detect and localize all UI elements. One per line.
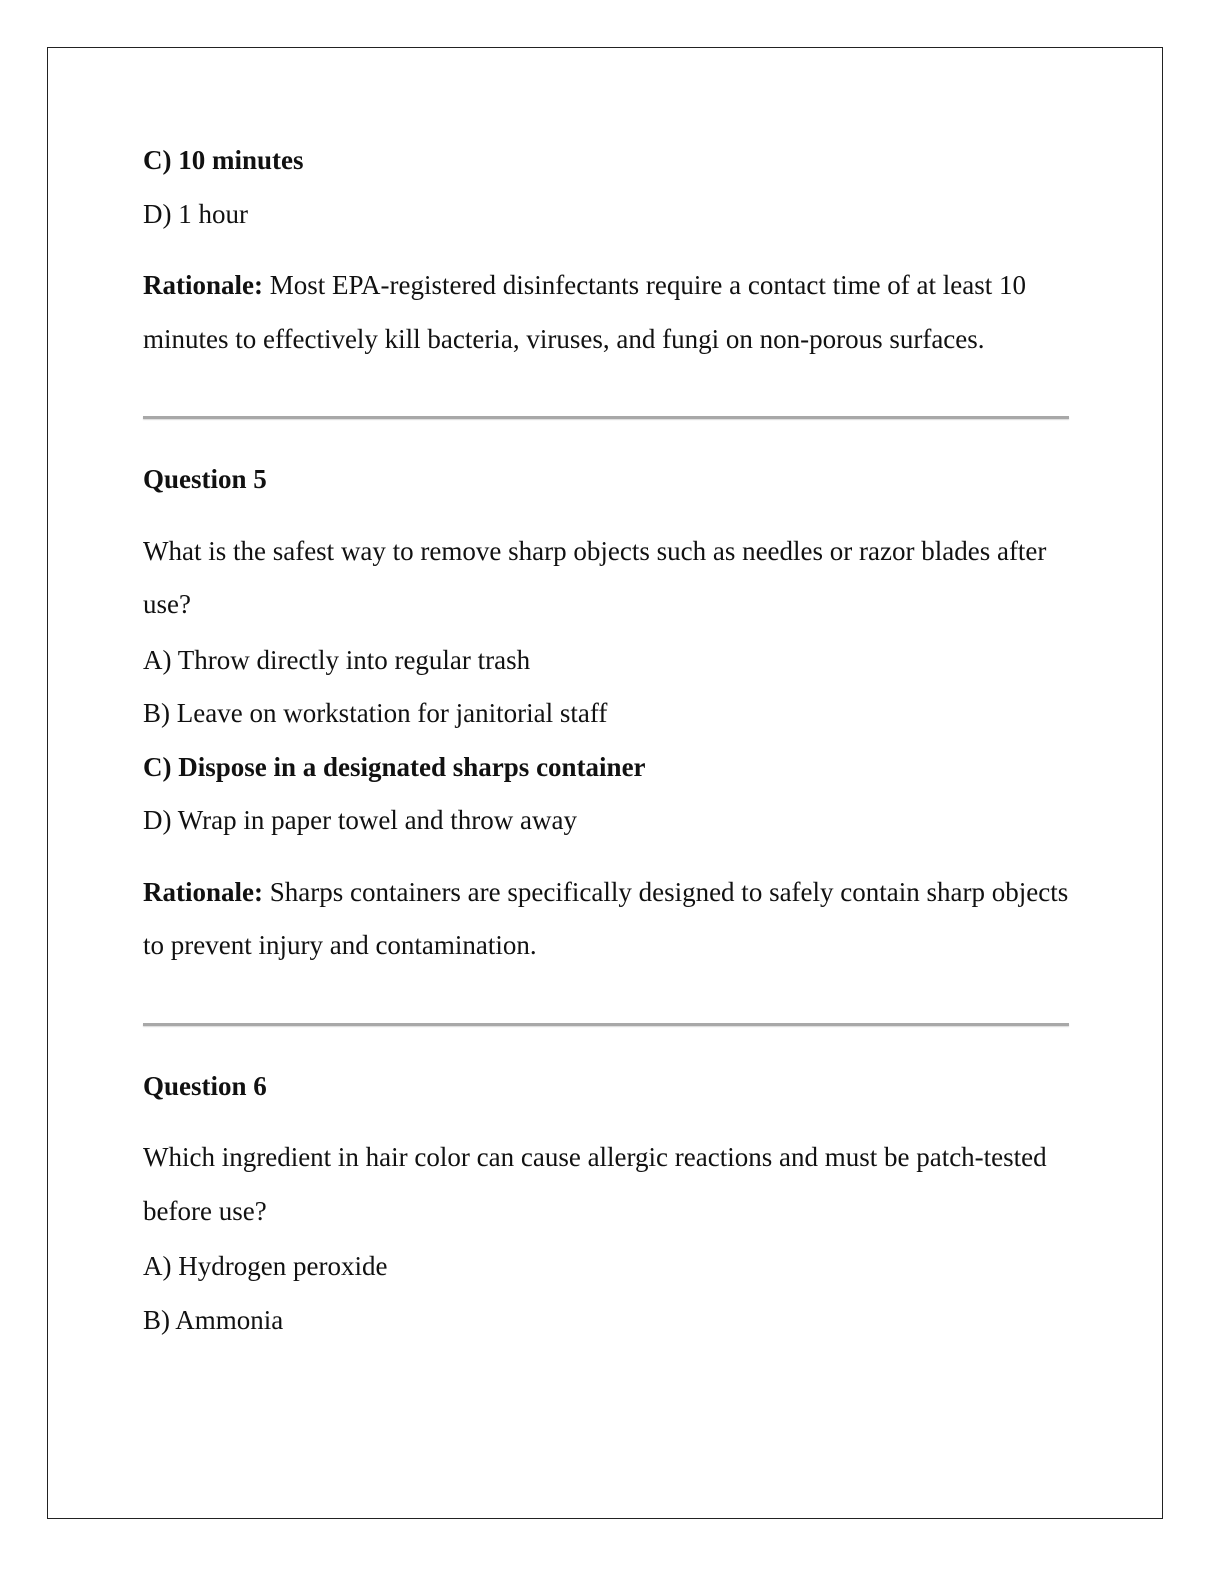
document-content <box>143 140 1073 1353</box>
q4-option-d: D) 1 hour <box>143 198 248 229</box>
q4-option-c-correct: C) 10 minutes <box>143 145 304 175</box>
q5-option-b: B) Leave on workstation for janitorial staff <box>143 698 608 728</box>
q5-rationale <box>143 866 1073 973</box>
rationale-label: Rationale: <box>143 876 263 907</box>
q5-option-d: D) Wrap in paper towel and throw away <box>143 805 578 835</box>
q6-option-b: B) Ammonia <box>143 1304 284 1335</box>
q5-option-a: A) Throw directly into regular trash <box>143 644 531 675</box>
rationale-label: Rationale: <box>143 270 263 300</box>
question-5-heading: Question 5 <box>143 464 267 494</box>
q5-option-c-correct: C) Dispose in a designated sharps container <box>143 751 646 782</box>
rationale-text: Sharps containers are specifically designed to safely contain sharp objects to prevent injury and contamination. <box>143 876 1069 960</box>
q4-rationale <box>143 259 1073 366</box>
question-5-prompt: What is the safest way to remove sharp objects such as needles or razor blades after use? <box>143 535 1047 619</box>
rationale-text: Most EPA-registered disinfectants require a contact time of at least 10 minutes to effectively kill bacteria, viruses, and fungi on non-porous surfaces. <box>143 270 1027 354</box>
q6-option-a: A) Hydrogen peroxide <box>143 1251 388 1281</box>
question-6-heading: Question 6 <box>143 1070 267 1101</box>
question-6-prompt: Which ingredient in hair color can cause allergic reactions and must be patch-tested before use? <box>143 1142 1047 1226</box>
